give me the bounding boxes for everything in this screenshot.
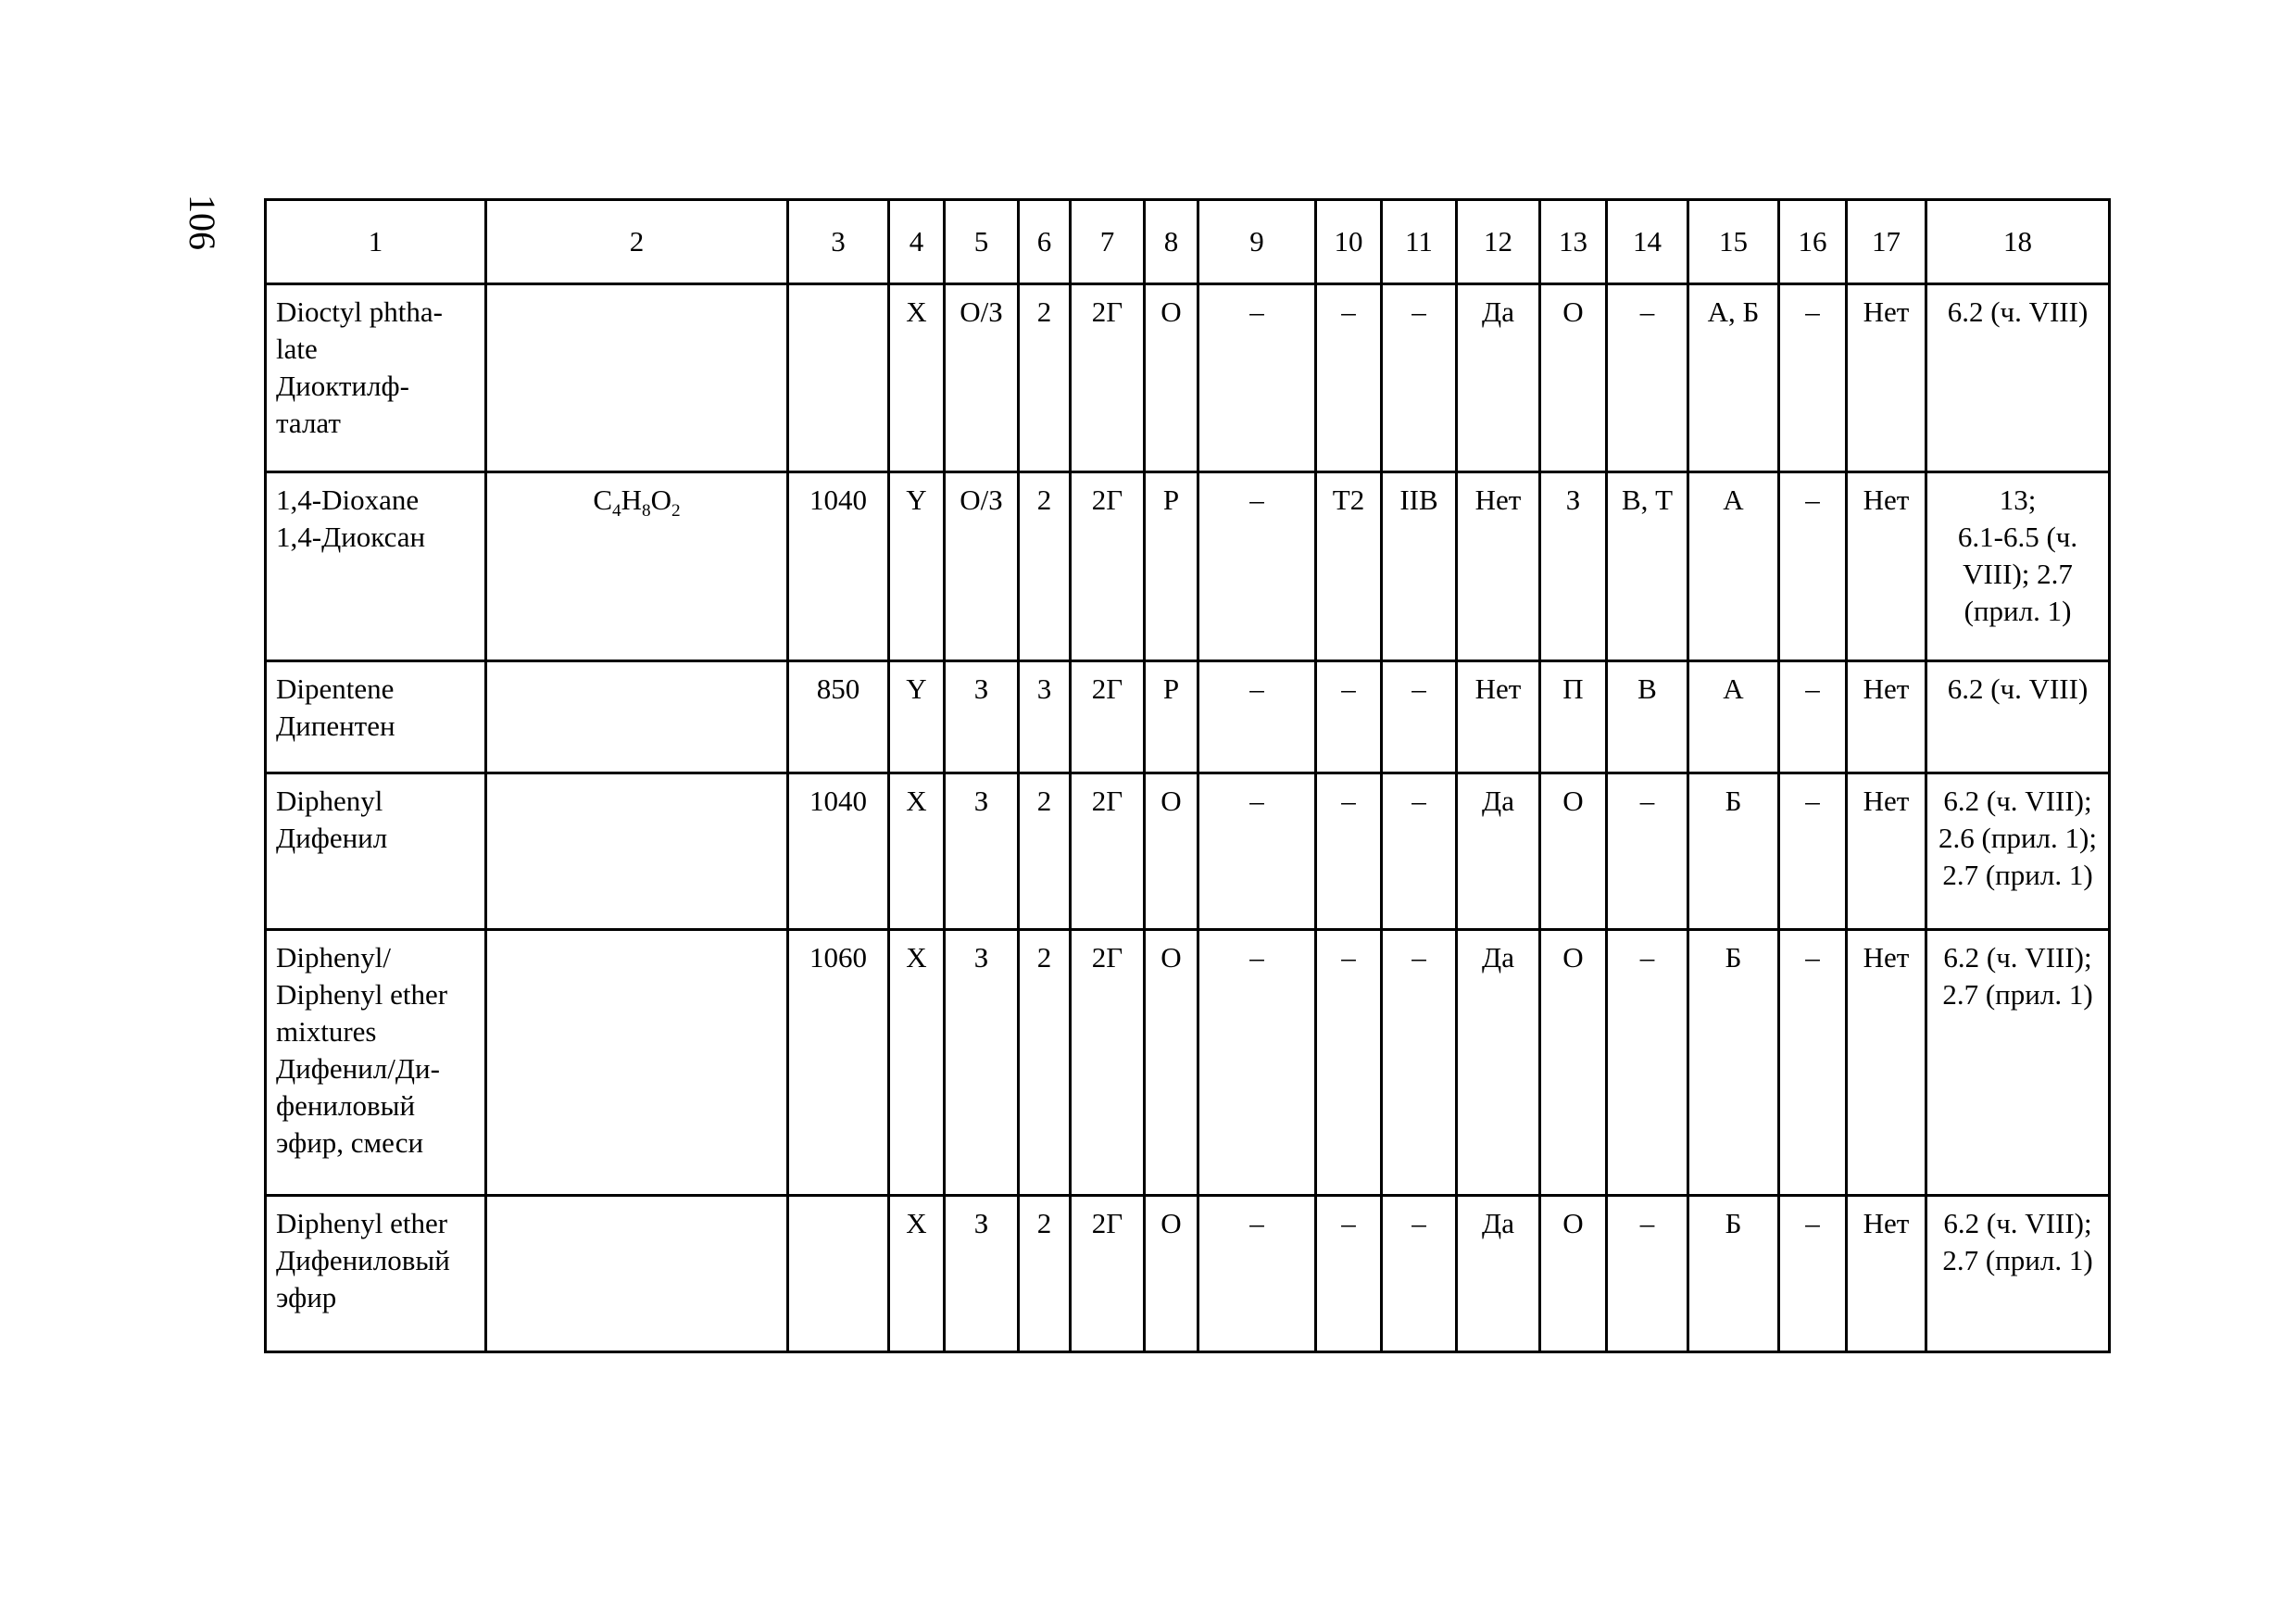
table-cell: – bbox=[1316, 661, 1382, 773]
table-row bbox=[266, 284, 2110, 472]
table-cell: X bbox=[889, 773, 945, 930]
table-cell: 1040 bbox=[788, 472, 889, 661]
column-header: 5 bbox=[945, 200, 1019, 284]
column-header: 8 bbox=[1145, 200, 1198, 284]
column-header: 14 bbox=[1607, 200, 1688, 284]
product-name-cell: Diphenyl/ Diphenyl ether mixtures Дифенил/Ди- фениловый эфир, смеси bbox=[266, 930, 486, 1196]
table-cell: Нет bbox=[1847, 661, 1926, 773]
product-name-cell: 1,4-Dioxane 1,4-Диоксан bbox=[266, 472, 486, 661]
table-cell: З bbox=[945, 773, 1019, 930]
chemical-formula-cell bbox=[486, 773, 788, 930]
column-header: 4 bbox=[889, 200, 945, 284]
table-cell: – bbox=[1198, 472, 1316, 661]
table-cell: – bbox=[1316, 284, 1382, 472]
column-header: 10 bbox=[1316, 200, 1382, 284]
table-cell: Y bbox=[889, 661, 945, 773]
chemical-formula-cell bbox=[486, 661, 788, 773]
table-cell: О bbox=[1145, 284, 1198, 472]
product-name-cell: Dioctyl phtha- late Диоктилф- талат bbox=[266, 284, 486, 472]
table-cell: 2 bbox=[1019, 472, 1071, 661]
table-cell: Нет bbox=[1847, 1196, 1926, 1352]
table-cell: А bbox=[1688, 661, 1779, 773]
table-cell: – bbox=[1607, 773, 1688, 930]
reference-cell: 6.2 (ч. VIII); 2.7 (прил. 1) bbox=[1926, 1196, 2110, 1352]
table-row bbox=[266, 773, 2110, 930]
chemical-formula-cell bbox=[486, 284, 788, 472]
table-cell: Нет bbox=[1847, 930, 1926, 1196]
table-cell: – bbox=[1198, 284, 1316, 472]
table-cell: X bbox=[889, 1196, 945, 1352]
table-row bbox=[266, 661, 2110, 773]
table-cell: – bbox=[1198, 930, 1316, 1196]
table-cell: Да bbox=[1457, 1196, 1540, 1352]
column-header: 13 bbox=[1540, 200, 1607, 284]
table-cell: IIB bbox=[1382, 472, 1457, 661]
table-cell: X bbox=[889, 930, 945, 1196]
table-cell: Нет bbox=[1847, 284, 1926, 472]
table-cell: Б bbox=[1688, 773, 1779, 930]
table-cell: Нет bbox=[1457, 661, 1540, 773]
reference-cell: 6.2 (ч. VIII) bbox=[1926, 284, 2110, 472]
table-cell: – bbox=[1779, 1196, 1847, 1352]
table-cell: – bbox=[1382, 661, 1457, 773]
column-header: 18 bbox=[1926, 200, 2110, 284]
formula-subscript: 4 bbox=[612, 501, 621, 521]
table-cell: 2 bbox=[1019, 1196, 1071, 1352]
table-cell: 2Г bbox=[1071, 661, 1145, 773]
table-cell: – bbox=[1316, 930, 1382, 1196]
table-cell: X bbox=[889, 284, 945, 472]
column-header: 17 bbox=[1847, 200, 1926, 284]
table-cell: – bbox=[1779, 930, 1847, 1196]
table-cell: 3 bbox=[1019, 661, 1071, 773]
formula-subscript: 2 bbox=[671, 501, 681, 521]
table-cell: В bbox=[1607, 661, 1688, 773]
table-cell: З bbox=[945, 1196, 1019, 1352]
table-cell: О bbox=[1540, 930, 1607, 1196]
table-cell: О bbox=[1540, 284, 1607, 472]
reference-cell: 6.2 (ч. VIII) bbox=[1926, 661, 2110, 773]
table-cell: П bbox=[1540, 661, 1607, 773]
table-cell: 2Г bbox=[1071, 1196, 1145, 1352]
table-cell bbox=[788, 284, 889, 472]
table-cell: – bbox=[1382, 1196, 1457, 1352]
table-cell: З bbox=[945, 661, 1019, 773]
table-row bbox=[266, 1196, 2110, 1352]
table-cell: Нет bbox=[1847, 472, 1926, 661]
chemical-formula-cell bbox=[486, 1196, 788, 1352]
table-cell: 2 bbox=[1019, 284, 1071, 472]
column-header: 6 bbox=[1019, 200, 1071, 284]
table-cell: 2Г bbox=[1071, 773, 1145, 930]
table-cell: Р bbox=[1145, 661, 1198, 773]
table-cell: – bbox=[1382, 284, 1457, 472]
table-cell: 2 bbox=[1019, 773, 1071, 930]
table-row bbox=[266, 472, 2110, 661]
table-cell: 850 bbox=[788, 661, 889, 773]
table-cell: – bbox=[1607, 930, 1688, 1196]
product-name-cell: Diphenyl ether Дифениловый эфир bbox=[266, 1196, 486, 1352]
table-cell: О bbox=[1145, 773, 1198, 930]
product-name-cell: Diphenyl Дифенил bbox=[266, 773, 486, 930]
table-cell: – bbox=[1779, 661, 1847, 773]
table-cell: – bbox=[1316, 1196, 1382, 1352]
formula-subscript: 8 bbox=[642, 501, 651, 521]
column-header: 12 bbox=[1457, 200, 1540, 284]
table-cell: О bbox=[1540, 1196, 1607, 1352]
table-cell: О bbox=[1540, 773, 1607, 930]
reference-cell: 6.2 (ч. VIII); 2.6 (прил. 1); 2.7 (прил. 1) bbox=[1926, 773, 2110, 930]
table-cell: А, Б bbox=[1688, 284, 1779, 472]
table-cell: – bbox=[1382, 930, 1457, 1196]
table-cell bbox=[788, 1196, 889, 1352]
product-name-cell: Dipentene Дипентен bbox=[266, 661, 486, 773]
table-cell: Y bbox=[889, 472, 945, 661]
table-cell: – bbox=[1198, 661, 1316, 773]
header-row bbox=[266, 200, 2110, 284]
table-cell: 2Г bbox=[1071, 472, 1145, 661]
table-cell: Р bbox=[1145, 472, 1198, 661]
table-cell: В, Т bbox=[1607, 472, 1688, 661]
column-header: 11 bbox=[1382, 200, 1457, 284]
table-cell: О bbox=[1145, 1196, 1198, 1352]
table-cell: Да bbox=[1457, 773, 1540, 930]
table-cell: О bbox=[1145, 930, 1198, 1196]
table-cell: 2 bbox=[1019, 930, 1071, 1196]
table-cell: T2 bbox=[1316, 472, 1382, 661]
column-header: 16 bbox=[1779, 200, 1847, 284]
table-cell: – bbox=[1382, 773, 1457, 930]
table-cell: – bbox=[1316, 773, 1382, 930]
table-cell: – bbox=[1607, 284, 1688, 472]
table-cell: – bbox=[1198, 773, 1316, 930]
column-header: 1 bbox=[266, 200, 486, 284]
formula-element: O bbox=[650, 484, 672, 516]
table-row bbox=[266, 930, 2110, 1196]
table-cell: – bbox=[1779, 284, 1847, 472]
cargo-properties-table bbox=[264, 198, 2111, 1353]
table-cell: – bbox=[1607, 1196, 1688, 1352]
table-cell: 2Г bbox=[1071, 284, 1145, 472]
table-cell: З bbox=[945, 930, 1019, 1196]
formula-element: H bbox=[621, 484, 643, 516]
chemical-formula-cell bbox=[486, 472, 788, 661]
table-cell: Нет bbox=[1847, 773, 1926, 930]
table-cell: – bbox=[1779, 773, 1847, 930]
reference-cell: 6.2 (ч. VIII); 2.7 (прил. 1) bbox=[1926, 930, 2110, 1196]
table-cell: Б bbox=[1688, 1196, 1779, 1352]
table-cell: А bbox=[1688, 472, 1779, 661]
table-cell: З bbox=[1540, 472, 1607, 661]
table-cell: О/З bbox=[945, 472, 1019, 661]
formula-element: C bbox=[593, 484, 613, 516]
table-cell: 1040 bbox=[788, 773, 889, 930]
chemical-formula-cell bbox=[486, 930, 788, 1196]
table-cell: Да bbox=[1457, 284, 1540, 472]
table-cell: Да bbox=[1457, 930, 1540, 1196]
column-header: 15 bbox=[1688, 200, 1779, 284]
table-cell: Б bbox=[1688, 930, 1779, 1196]
table-cell: – bbox=[1779, 472, 1847, 661]
table-cell: 2Г bbox=[1071, 930, 1145, 1196]
reference-cell: 13; 6.1-6.5 (ч. VIII); 2.7 (прил. 1) bbox=[1926, 472, 2110, 661]
column-header: 7 bbox=[1071, 200, 1145, 284]
table-cell: О/З bbox=[945, 284, 1019, 472]
column-header: 3 bbox=[788, 200, 889, 284]
table-cell: 1060 bbox=[788, 930, 889, 1196]
column-header: 2 bbox=[486, 200, 788, 284]
page-number: 106 bbox=[182, 195, 223, 250]
table-cell: – bbox=[1198, 1196, 1316, 1352]
column-header: 9 bbox=[1198, 200, 1316, 284]
table-cell: Нет bbox=[1457, 472, 1540, 661]
